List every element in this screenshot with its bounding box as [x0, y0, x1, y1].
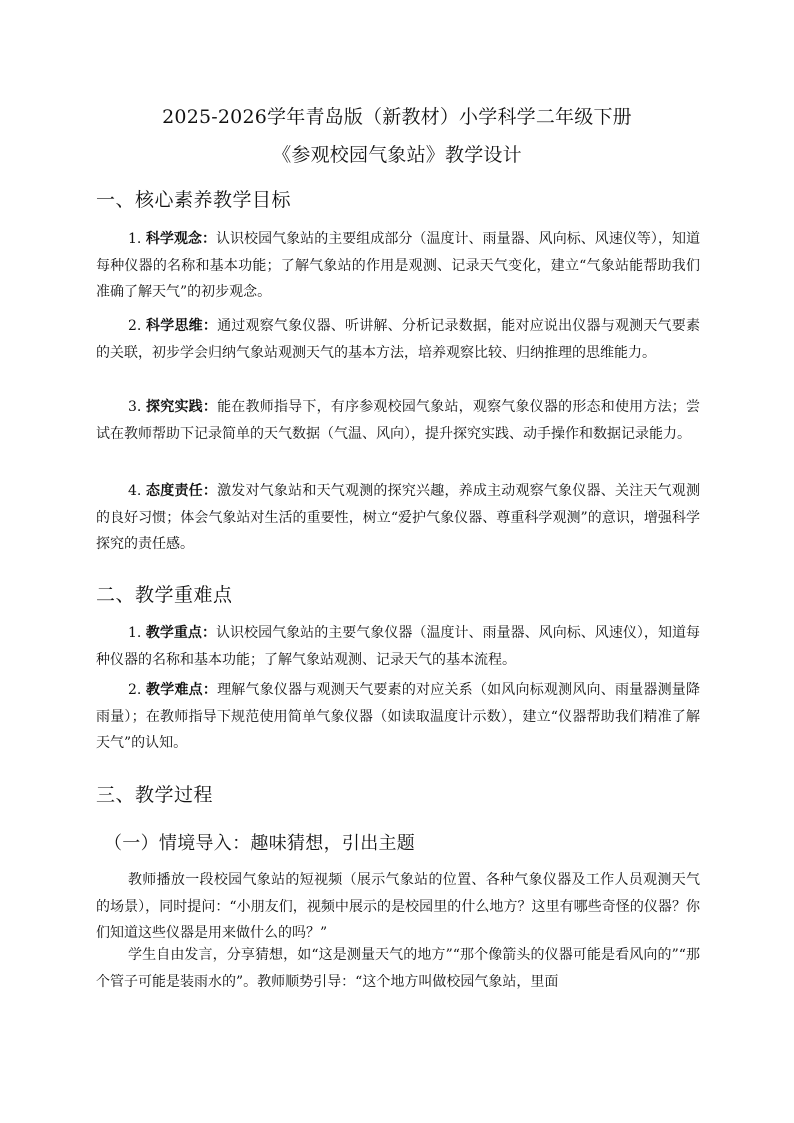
item-number: 1.	[128, 625, 146, 641]
item-text: 能在教师指导下，有序参观校园气象站，观察气象仪器的形态和使用方法；尝试在教师帮助下记录简单的天气数据（气温、风向），提升探究实践、动手操作和数据记录能力。	[96, 399, 701, 442]
item-text: 认识校园气象站的主要气象仪器（温度计、雨量器、风向标、风速仪），知道每种仪器的名称和基本功能；了解气象站观测、记录天气的基本流程。	[96, 625, 701, 668]
item-number: 3.	[128, 399, 147, 415]
item-number: 1.	[128, 231, 146, 247]
item-number: 2.	[128, 682, 147, 698]
section1-item-3	[96, 394, 700, 447]
document-title-line1: 2025-2026学年青岛版（新教材）小学科学二年级下册	[162, 106, 632, 128]
section2-item-1	[96, 620, 700, 673]
item-text: 理解气象仪器与观测天气要素的对应关系（如风向标观测风向、雨量器测量降雨量）；在教师指导下规范使用简单气象仪器（如读取温度计示数），建立“仪器帮助我们精准了解天气”的认知。	[96, 682, 701, 751]
paragraph: 学生自由发言，分享猜想，如“这是测量天气的地方”“那个像箭头的仪器可能是看风向的”“那个管子可能是装雨水的”。教师顺势引导：“这个地方叫做校园气象站，里面	[96, 947, 700, 990]
item-text: 认识校园气象站的主要组成部分（温度计、雨量器、风向标、风速仪等），知道每种仪器的名称和基本功能；了解气象站的作用是观测、记录天气变化，建立“气象站能帮助我们准确了解天气”的初步观念。	[96, 231, 701, 300]
section1-item-1	[96, 226, 700, 306]
document-title-line2: 《参观校园气象站》教学设计	[272, 144, 522, 166]
item-number: 4.	[128, 483, 147, 499]
paragraph: 教师播放一段校园气象站的短视频（展示气象站的位置、各种气象仪器及工作人员观测天气的场景），同时提问：“小朋友们，视频中展示的是校园里的什么地方？这里有哪些奇怪的仪器？你们知道这些仪器是用来做什么的吗？”	[96, 872, 700, 941]
item-label: 探究实践：	[146, 399, 218, 415]
section2-heading: 二、教学重难点	[96, 584, 233, 606]
item-label: 态度责任：	[146, 483, 218, 499]
subsection-heading: （一）情境导入：趣味猜想，引出主题	[104, 833, 416, 854]
section2-item-2	[96, 677, 700, 757]
item-number: 2.	[128, 318, 147, 334]
item-label: 科学观念：	[145, 231, 216, 247]
item-text: 激发对气象站和天气观测的探究兴趣，养成主动观察气象仪器、关注天气观测的良好习惯；体会气象站对生活的重要性，树立“爱护气象仪器、尊重科学观测”的意识，增强科学探究的责任感。	[96, 483, 701, 552]
item-label: 教学重点：	[145, 625, 216, 641]
item-label: 科学思维：	[146, 318, 218, 334]
section1-heading: 一、核心素养教学目标	[96, 189, 292, 211]
section1-item-4	[96, 478, 700, 558]
item-text: 通过观察气象仪器、听讲解、分析记录数据，能对应说出仪器与观测天气要素的关联，初步学会归纳气象站观测天气的基本方法，培养观察比较、归纳推理的思维能力。	[96, 318, 701, 361]
section3-heading: 三、教学过程	[96, 784, 214, 806]
section1-item-2	[96, 313, 700, 366]
item-label: 教学难点：	[146, 682, 218, 698]
